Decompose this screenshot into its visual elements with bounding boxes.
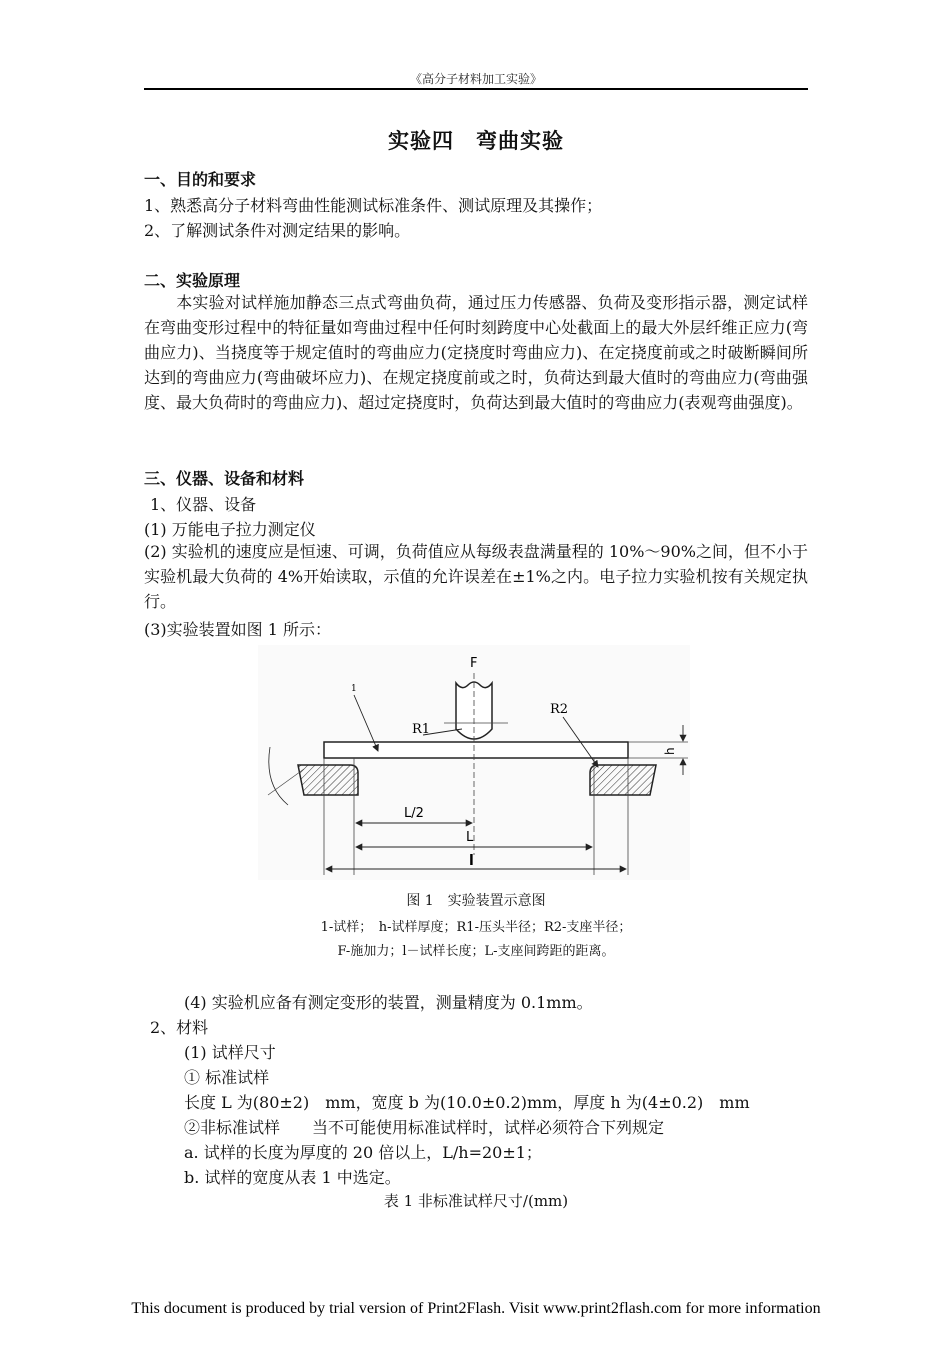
section-heading-principle: 二、实验原理 — [144, 271, 241, 290]
page-title: 实验四 弯曲实验 — [388, 129, 564, 153]
label-force: F — [470, 656, 478, 671]
equipment-subheading: 1、仪器、设备 — [150, 495, 257, 514]
materials-subheading: 2、材料 — [150, 1018, 209, 1037]
equipment-item-4: (4) 实验机应备有测定变形的装置，测量精度为 0.1mm。 — [184, 993, 593, 1012]
rule-b: b. 试样的宽度从表 1 中选定。 — [184, 1168, 401, 1187]
standard-specimen-heading: ① 标准试样 — [184, 1068, 270, 1087]
figure-caption-line-1: 1-试样； h-试样厚度；R1-压头半径；R2-支座半径； — [320, 920, 632, 935]
header-rule — [144, 88, 808, 90]
purpose-item-1: 1、熟悉高分子材料弯曲性能测试标准条件、测试原理及其操作； — [144, 196, 603, 215]
section-heading-purpose: 一、目的和要求 — [144, 170, 257, 189]
table-caption: 表 1 非标准试样尺寸/(mm) — [383, 1192, 569, 1210]
specimen-size-heading: (1) 试样尺寸 — [184, 1043, 276, 1062]
trial-notice: This document is produced by trial version of Print2Flash. Visit www.print2flash.com for more information — [131, 1300, 821, 1317]
equipment-item-1: (1) 万能电子拉力测定仪 — [144, 520, 316, 539]
label-r1: R1 — [412, 722, 431, 737]
label-thickness: h — [663, 747, 677, 755]
principle-text: 本实验对试样施加静态三点式弯曲负荷，通过压力传感器、负荷及变形指示器，测定试样在弯曲变形过程中的特征量如弯曲过程中任何时刻跨度中心处截面上的最大外层纤维正应力(弯曲应力)、当挠度等于规定值时的弯曲应力(定挠度时弯曲应力)、在定挠度前或之时破断瞬间所达到的弯曲应力(弯曲破坏应力)、在规定挠度前或之时，负荷达到最大值时的弯曲应力(弯曲强度、最大负荷时的弯曲应力)、超过定挠度时，负荷达到最大值时的弯曲应力(表观弯曲强度)。 — [144, 293, 808, 412]
principle-paragraph — [144, 290, 808, 415]
rule-a: a. 试样的长度为厚度的 20 倍以上，L/h=20±1； — [184, 1143, 542, 1162]
figure-caption-line-2: F-施加力；l－试样长度；L-支座间跨距的距离。 — [337, 944, 615, 959]
figure-caption-title: 图 1 实验装置示意图 — [406, 893, 546, 909]
section-heading-equipment: 三、仪器、设备和材料 — [144, 469, 305, 488]
right-support — [590, 765, 656, 795]
equipment-item-2: (2) 实验机的速度应是恒速、可调，负荷值应从每级表盘满量程的 10%～90%之间，但不小于实验机最大负荷的 4%开始读取，示值的允许误差在±1%之内。电子拉力实验机按有关规定执行。 — [144, 542, 808, 611]
test-setup-diagram — [258, 645, 690, 880]
running-header: 《高分子材料加工实验》 — [409, 72, 542, 86]
standard-specimen-dims: 长度 L 为(80±2) mm，宽度 b 为(10.0±0.2)mm，厚度 h 为(4±0.2) mm — [184, 1093, 750, 1112]
left-support — [298, 765, 358, 795]
label-span: L — [466, 830, 474, 845]
label-half-span: L/2 — [404, 806, 424, 821]
purpose-item-2: 2、了解测试条件对测定结果的影响。 — [144, 221, 411, 240]
equipment-item-3: (3)实验装置如图 1 所示： — [144, 620, 332, 639]
label-specimen: 1 — [351, 684, 357, 694]
label-r2: R2 — [550, 702, 569, 717]
label-length: l — [469, 853, 474, 869]
nonstandard-specimen-heading: ②非标准试样 当不可能使用标准试样时，试样必须符合下列规定 — [184, 1118, 665, 1137]
